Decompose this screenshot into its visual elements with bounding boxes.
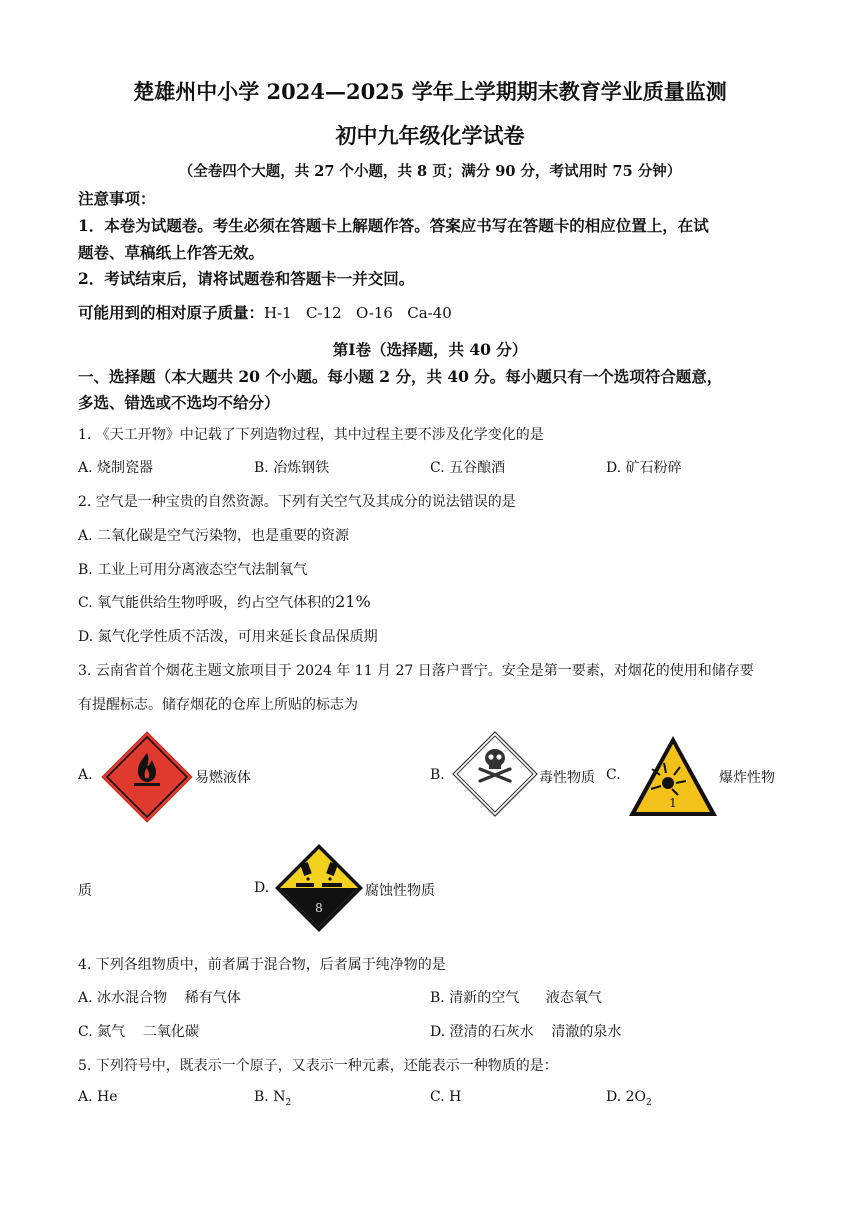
question-3-stem-cont: 有提醒标志。储存烟花的仓库上所贴的标志为	[78, 697, 358, 713]
question-3-option-b-label: 毒性物质	[539, 770, 595, 786]
question-5-option-b-subscript: 2	[285, 1097, 292, 1108]
exam-subtitle: 初中九年级化学试卷	[335, 123, 525, 148]
question-4-option-b: B. 清新的空气 液态氧气	[430, 990, 602, 1006]
section1-title-cont: 多选、错选或不选均不给分）	[78, 393, 280, 412]
question-5-option-c: C. H	[430, 1089, 462, 1105]
question-1-option-d: D. 矿石粉碎	[606, 460, 682, 476]
question-3-option-a-letter: A.	[78, 767, 93, 783]
atomic-mass-label: 可能用到的相对原子质量：	[78, 303, 265, 322]
corrosive-sign-icon	[274, 843, 364, 933]
explosive-sign-number: 1	[669, 796, 677, 810]
notice-item-1-cont: 题卷、草稿纸上作答无效。	[78, 243, 265, 262]
question-5-stem: 5. 下列符号中，既表示一个原子，又表示一种元素，还能表示一种物质的是：	[78, 1058, 558, 1074]
question-3-stem: 3. 云南省首个烟花主题文旅项目于 2024 年 11 月 27 日落户晋宁。安全是第一要素，对烟花的使用和储存要	[78, 663, 754, 679]
question-3-option-c-label: 爆炸性物	[719, 770, 775, 786]
question-2-option-c-value: 21%	[335, 592, 371, 611]
exam-title: 楚雄州中小学 2024—2025 学年上学期期末教育学业质量监测	[133, 79, 727, 104]
question-2-option-d: D. 氮气化学性质不活泼，可用来延长食品保质期	[78, 629, 378, 645]
question-3-option-d-letter: D.	[254, 880, 270, 896]
notice-heading: 注意事项：	[78, 189, 156, 208]
notice-item-1: 1．本卷为试题卷。考生必须在答题卡上解题作答。答案应书写在答题卡的相应位置上，在试	[78, 216, 709, 235]
question-2-option-c-text: C. 氧气能供给生物呼吸，约占空气体积的	[78, 595, 336, 611]
question-5-option-d	[606, 1089, 652, 1108]
section1-title: 一、选择题（本大题共 20 个小题。每小题 2 分，共 40 分。每小题只有一个选项符合题意，	[78, 367, 723, 386]
atomic-mass-line	[78, 301, 452, 323]
flammable-liquid-sign-icon	[101, 731, 193, 823]
corrosive-sign-number: 8	[315, 901, 323, 915]
question-3-option-a-label: 易燃液体	[195, 770, 251, 786]
question-4-option-d: D. 澄清的石灰水 清澈的泉水	[430, 1024, 622, 1040]
question-3-option-d-label: 腐蚀性物质	[365, 883, 435, 899]
question-5-option-a: A. He	[78, 1089, 118, 1105]
question-1-option-a: A. 烧制瓷器	[78, 460, 154, 476]
question-2-option-b: B. 工业上可用分离液态空气法制氧气	[78, 562, 308, 578]
question-2-option-c	[78, 592, 371, 612]
question-3-option-c-letter: C.	[606, 767, 621, 783]
question-2-stem: 2. 空气是一种宝贵的自然资源。下列有关空气及其成分的说法错误的是	[78, 494, 516, 510]
toxic-substance-sign-icon	[452, 731, 538, 817]
question-1-option-b: B. 冶炼钢铁	[254, 460, 330, 476]
question-1-option-c: C. 五谷酿酒	[430, 460, 506, 476]
exam-info: （全卷四个大题，共 27 个小题，共 8 页；满分 90 分，考试用时 75 分钟）	[178, 163, 682, 180]
question-4-stem: 4. 下列各组物质中，前者属于混合物，后者属于纯净物的是	[78, 957, 446, 973]
question-4-option-a: A. 冰水混合物 稀有气体	[78, 990, 241, 1006]
question-5-option-b	[254, 1089, 291, 1108]
explosive-sign-icon	[628, 735, 718, 817]
question-5-option-b-main: B. N	[254, 1089, 286, 1105]
question-5-option-d-main: D. 2O	[606, 1089, 647, 1105]
notice-item-2: 2．考试结束后，请将试题卷和答题卡一并交回。	[78, 269, 415, 288]
question-3-option-c-label-cont: 质	[78, 883, 92, 899]
question-1-stem: 1. 《天工开物》中记载了下列造物过程，其中过程主要不涉及化学变化的是	[78, 427, 544, 443]
question-5-option-d-subscript: 2	[646, 1097, 652, 1108]
question-3-option-b-letter: B.	[430, 767, 445, 783]
atomic-mass-values: H-1 C-12 O-16 Ca-40	[264, 304, 452, 322]
question-2-option-a: A. 二氧化碳是空气污染物，也是重要的资源	[78, 528, 350, 544]
part1-title: 第Ⅰ卷（选择题，共 40 分）	[332, 340, 528, 359]
question-4-option-c: C. 氮气 二氧化碳	[78, 1024, 199, 1040]
